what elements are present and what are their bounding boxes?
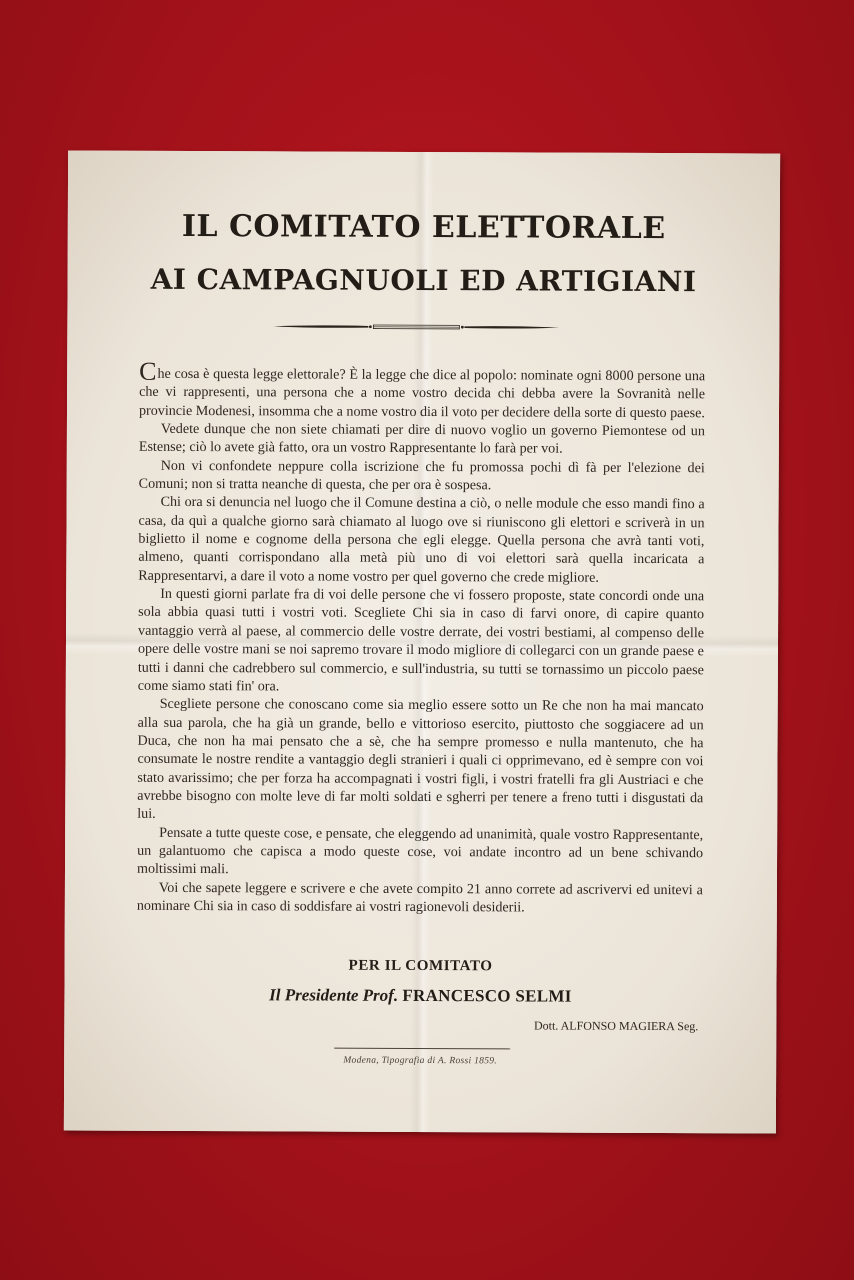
paragraph-4: Chi ora si denuncia nel luogo che il Comune destina a ciò, o nelle module che esso mandi fino a casa, da quì a qualche giorno sarà chiamato al luogo ove si riuniscono gli elettori e scriverà in un biglietto il nome e cognome della persona che egli elegge. Quella persona che avrà tanti voti, almeno, quanti corrispondano alla metà più uno di voi elettori sarà quella incaricata a Rappresentarvi, a dare il voto a nome vostro per quel governo che crede migliore. <box>138 494 705 586</box>
document-title-line2: AI CAMPAGNUOLI ED ARTIGIANI <box>150 262 697 299</box>
paragraph-6: Scegliete persone che conoscano come sia meglio essere sotto un Re che non ha mai mancato alla sua parola, che ha già un grande, bello e vittorioso esercito, piuttosto che soggiacere ad un Duca, che non ha mai pensato che a sè, che ha sempre promesso e nulla mantenuto, che ha consumate le nostre rendite a vantaggio degli stranieri i quali ci opprimevano, ed è sempre con voi stato avarissimo; che per forza ha accompagnati i vostri figli, i vostri fratelli fra gli Austriaci e che avrebbe bisogno con molte leve di far molti soldati e sgherri per tenere a freno tutti i disgustati da lui. <box>137 696 704 823</box>
printer-divider <box>334 1048 510 1050</box>
secretary-signature: Dott. ALFONSO MAGIERA Seg. <box>533 1018 699 1034</box>
paragraph-8: Voi che sapete leggere e scrivere e che avete compito 21 anno correte ad ascrivervi ed unitevi a nominare Chi sia in caso di soddisfare ai vostri ragionevoli desiderii. <box>136 879 703 916</box>
president-signature <box>64 984 776 1007</box>
printer-imprint: Modena, Tipografia di A. Rossi 1859. <box>343 1055 498 1067</box>
document-title-line1: IL COMITATO ELETTORALE <box>181 208 666 247</box>
document-body <box>136 356 706 918</box>
president-name: FRANCESCO SELMI <box>402 985 572 1006</box>
paragraph-5: In questi giorni parlate fra di voi delle persone che vi fossero proposte, state concordi onde una sola abbia quasi tutti i vostri voti. Scegliete Chi sia in caso di farvi onore, di capire quanto vantaggio verrà al paese, al commercio delle vostre derrate, dei vostri bestiami, al compenso delle opere delle vostre mani se noi sapremo trovare il modo migliore di collegarci con un grande paese e tutti i danni che cadrebbero sul commercio, e sull'industria, su tutti se tornassimo un piccolo paese come siamo stati fin' ora. <box>137 585 705 695</box>
paragraph-2: Vedete dunque che non siete chiamati per dire di nuovo voglio un governo Piemontese od un Estense; ciò lo avete già fatto, ora un vostro Rappresentante lo farà per voi. <box>138 420 705 457</box>
paragraph-1: Che cosa è questa legge elettorale? È la legge che dice al popolo: nominate ogni 8000 persone una che vi rappresenti, una persona che a nome vostro decida chi debba avere la Sovranità nelle provincie Modenesi, insomma che a nome vostro dia il voto per decidere della sorte di questo paese. <box>138 356 706 421</box>
drop-cap: C <box>139 356 157 386</box>
ornamental-divider <box>273 321 559 332</box>
president-prefix: Il Presidente Prof. <box>269 985 399 1005</box>
signature-heading: PER IL COMITATO <box>348 957 493 975</box>
paragraph-7: Pensate a tutte queste cose, e pensate, che eleggendo ad unanimità, quale vostro Rappresentante, un galantuomo che capisca a modo queste cose, voi andate incontro ad un bene schivando moltissimi mali. <box>136 824 704 878</box>
broadsheet-paper <box>64 150 780 1133</box>
paragraph-3: Non vi confondete neppure colla iscrizione che fu promossa pochi dì fà per l'elezione dei Comuni; non si tratta neanche di questa, che per ora è sospesa. <box>138 457 705 494</box>
